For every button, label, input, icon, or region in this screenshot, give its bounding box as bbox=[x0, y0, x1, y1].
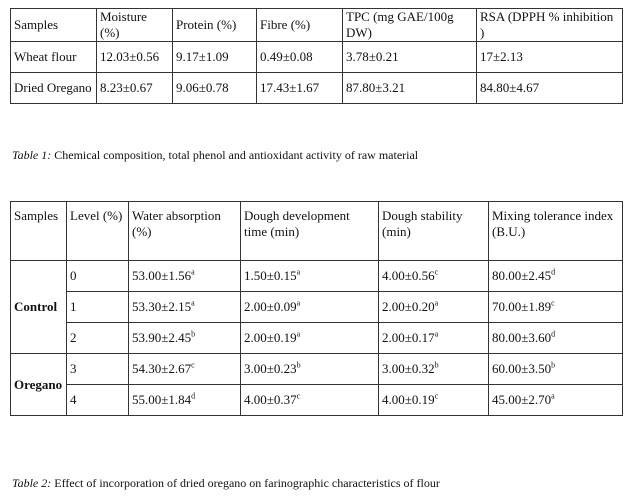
significance-letter: b bbox=[296, 360, 301, 370]
significance-letter: c bbox=[551, 298, 555, 308]
cell-water-absorption: 53.90±2.45$^b$ bbox=[129, 323, 241, 354]
caption-lead: Table 2: bbox=[12, 476, 52, 490]
cell-moisture: 12.03±0.56 bbox=[97, 42, 173, 73]
significance-letter: a bbox=[191, 267, 195, 277]
cell-protein: 9.17±1.09 bbox=[173, 42, 257, 73]
cell-mti: 45.00±2.70$^a$ bbox=[489, 385, 623, 416]
cell-level: 3 bbox=[67, 354, 129, 385]
cell-water-absorption: 53.30±2.15$^a$ bbox=[129, 292, 241, 323]
cell-tpc: 3.78±0.21 bbox=[343, 42, 477, 73]
cell-level: 1 bbox=[67, 292, 129, 323]
cell-ddt: 4.00±0.37$^c$ bbox=[241, 385, 379, 416]
cell-rsa: 84.80±4.67 bbox=[477, 73, 623, 104]
cell-mti: 70.00±1.89$^c$ bbox=[489, 292, 623, 323]
header-dough-stability: Dough stability (min) bbox=[379, 202, 489, 261]
row-sample-name: Dried Oregano bbox=[11, 73, 97, 104]
table-row bbox=[11, 292, 623, 323]
cell-ddt: 2.00±0.09$^a$ bbox=[241, 292, 379, 323]
cell-level: 0 bbox=[67, 261, 129, 292]
header-samples: Samples bbox=[11, 202, 67, 261]
table-row bbox=[11, 261, 623, 292]
significance-letter: c bbox=[434, 267, 439, 277]
header-mixing-tolerance-index: Mixing tolerance index (B.U.) bbox=[489, 202, 623, 261]
significance-letter: c bbox=[296, 391, 301, 401]
cell-ddt: 2.00±0.19$^a$ bbox=[241, 323, 379, 354]
header-rsa: RSA (DPPH % inhibition ) bbox=[477, 9, 623, 42]
significance-letter: a bbox=[434, 329, 439, 339]
significance-letter: a bbox=[434, 298, 439, 308]
cell-mti: 60.00±3.50$^b$ bbox=[489, 354, 623, 385]
significance-letter: d bbox=[551, 267, 556, 277]
significance-letter: b bbox=[434, 360, 439, 370]
header-water-absorption: Water absorption (%) bbox=[129, 202, 241, 261]
table-header-row bbox=[11, 9, 623, 42]
cell-protein: 9.06±0.78 bbox=[173, 73, 257, 104]
cell-rsa: 17±2.13 bbox=[477, 42, 623, 73]
header-level: Level (%) bbox=[67, 202, 129, 261]
table-row bbox=[11, 385, 623, 416]
header-samples: Samples bbox=[11, 9, 97, 42]
cell-moisture: 8.23±0.67 bbox=[97, 73, 173, 104]
header-fibre: Fibre (%) bbox=[257, 9, 343, 42]
cell-mti: 80.00±3.60$^d$ bbox=[489, 323, 623, 354]
cell-tpc: 87.80±3.21 bbox=[343, 73, 477, 104]
header-protein: Protein (%) bbox=[173, 9, 257, 42]
cell-stability: 4.00±0.56$^c$ bbox=[379, 261, 489, 292]
cell-stability: 2.00±0.20$^a$ bbox=[379, 292, 489, 323]
cell-stability: 2.00±0.17$^a$ bbox=[379, 323, 489, 354]
significance-letter: a bbox=[296, 267, 301, 277]
table-row bbox=[11, 73, 623, 104]
significance-letter: b bbox=[551, 360, 556, 370]
table1-caption bbox=[12, 148, 418, 163]
composition-table bbox=[10, 8, 623, 104]
cell-stability: 3.00±0.32$^b$ bbox=[379, 354, 489, 385]
caption-lead: Table 1: bbox=[12, 148, 52, 162]
cell-level: 2 bbox=[67, 323, 129, 354]
cell-fibre: 0.49±0.08 bbox=[257, 42, 343, 73]
table-row bbox=[11, 354, 623, 385]
caption-text: Chemical composition, total phenol and antioxidant activity of raw material bbox=[51, 148, 419, 162]
farinograph-table bbox=[10, 201, 623, 416]
significance-letter: d bbox=[191, 391, 196, 401]
cell-stability: 4.00±0.19$^c$ bbox=[379, 385, 489, 416]
header-moisture: Moisture (%) bbox=[97, 9, 173, 42]
significance-letter: d bbox=[551, 329, 556, 339]
caption-text: Effect of incorporation of dried oregano on farinographic characteristics of flour bbox=[51, 476, 440, 490]
row-sample-name: Wheat flour bbox=[11, 42, 97, 73]
cell-water-absorption: 55.00±1.84$^d$ bbox=[129, 385, 241, 416]
cell-mti: 80.00±2.45$^d$ bbox=[489, 261, 623, 292]
cell-ddt: 3.00±0.23$^b$ bbox=[241, 354, 379, 385]
significance-letter: b bbox=[191, 329, 196, 339]
cell-fibre: 17.43±1.67 bbox=[257, 73, 343, 104]
significance-letter: a bbox=[551, 391, 555, 401]
group-control: Control bbox=[11, 261, 67, 354]
header-tpc: TPC (mg GAE/100g DW) bbox=[343, 9, 477, 42]
cell-water-absorption: 54.30±2.67$^c$ bbox=[129, 354, 241, 385]
cell-level: 4 bbox=[67, 385, 129, 416]
significance-letter: c bbox=[191, 360, 195, 370]
header-dough-development-time: Dough development time (min) bbox=[241, 202, 379, 261]
significance-letter: a bbox=[296, 298, 301, 308]
group-oregano: Oregano bbox=[11, 354, 67, 416]
table-header-row bbox=[11, 202, 623, 261]
cell-water-absorption: 53.00±1.56$^a$ bbox=[129, 261, 241, 292]
table-row bbox=[11, 323, 623, 354]
table2-caption bbox=[12, 476, 440, 491]
significance-letter: a bbox=[191, 298, 195, 308]
significance-letter: a bbox=[296, 329, 301, 339]
cell-ddt: 1.50±0.15$^a$ bbox=[241, 261, 379, 292]
significance-letter: c bbox=[434, 391, 439, 401]
table-row bbox=[11, 42, 623, 73]
